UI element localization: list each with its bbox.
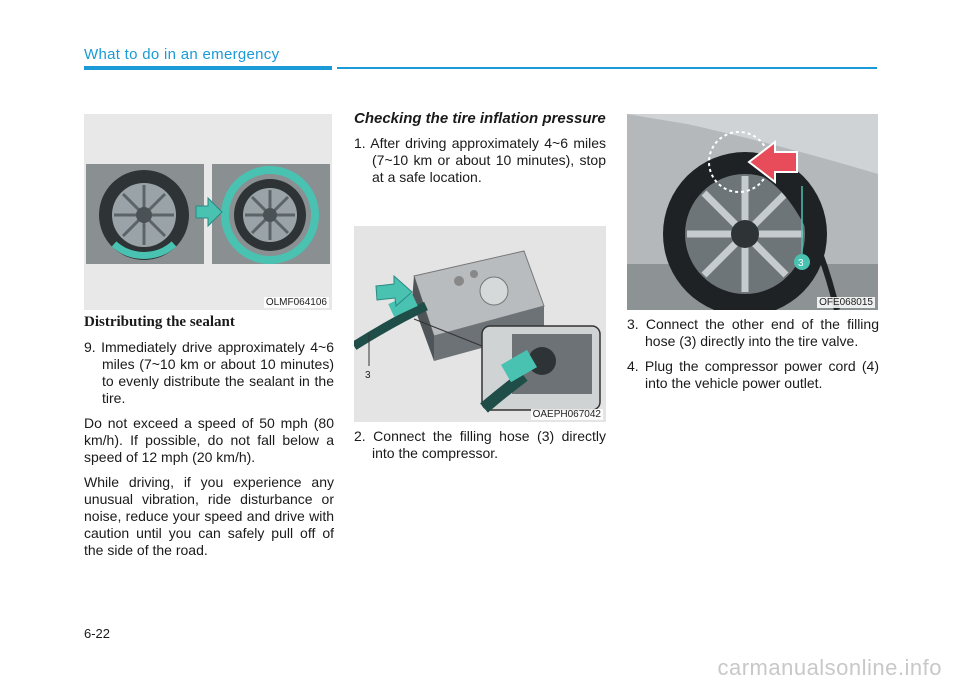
- column-1: [84, 314, 334, 567]
- header-rule-thick: [84, 66, 332, 70]
- paragraph-speed-limit: Do not exceed a speed of 50 mph (80 km/h). If possible, do not fall below a speed of 12 mph (20 km/h).: [84, 415, 334, 465]
- step-4: 4. Plug the compressor power cord (4) into the vehicle power outlet.: [627, 358, 879, 391]
- figure-sealant-distribution: [84, 114, 332, 310]
- section-title-checking-pressure: Checking the tire inflation pressure: [354, 110, 606, 127]
- figure-code: OFE068015: [819, 297, 873, 308]
- column-2-top: [354, 110, 606, 194]
- hose-callout: 3: [798, 258, 804, 269]
- figure-compressor-hose: [354, 226, 606, 422]
- wheel-illustration: [627, 114, 878, 310]
- page-number: 6-22: [84, 626, 111, 641]
- header-rule-thin: [337, 67, 877, 69]
- section-header-title: What to do in an emergency: [84, 46, 280, 63]
- paragraph-vibration-warning: While driving, if you experience any unusual vibration, ride disturbance or noise, reduce your speed and drive with caution until you can safely pull off of the side of the road.: [84, 474, 334, 558]
- site-watermark: carmanualsonline.info: [717, 655, 942, 680]
- column-2-bottom: [354, 428, 606, 470]
- column-3: [627, 316, 879, 400]
- figure-code: OAEPH067042: [532, 409, 601, 420]
- tire-sealant-illustration: [84, 114, 332, 310]
- step-3: 3. Connect the other end of the filling hose (3) directly into the tire valve.: [627, 316, 879, 349]
- step-9: 9. Immediately drive approximately 4~6 miles (7~10 km or about 10 minutes) to evenly distribute the sealant in the tire.: [84, 339, 334, 406]
- compressor-illustration: [354, 226, 606, 422]
- hose-callout: 3: [365, 370, 371, 381]
- step-2: 2. Connect the filling hose (3) directly into the compressor.: [354, 428, 606, 461]
- section-title-distributing: Distributing the sealant: [84, 314, 235, 330]
- step-1: 1. After driving approximately 4~6 miles (7~10 km or about 10 minutes), stop at a safe location.: [354, 135, 606, 185]
- figure-code: OLMF064106: [265, 297, 327, 308]
- figure-tire-valve: [627, 114, 878, 310]
